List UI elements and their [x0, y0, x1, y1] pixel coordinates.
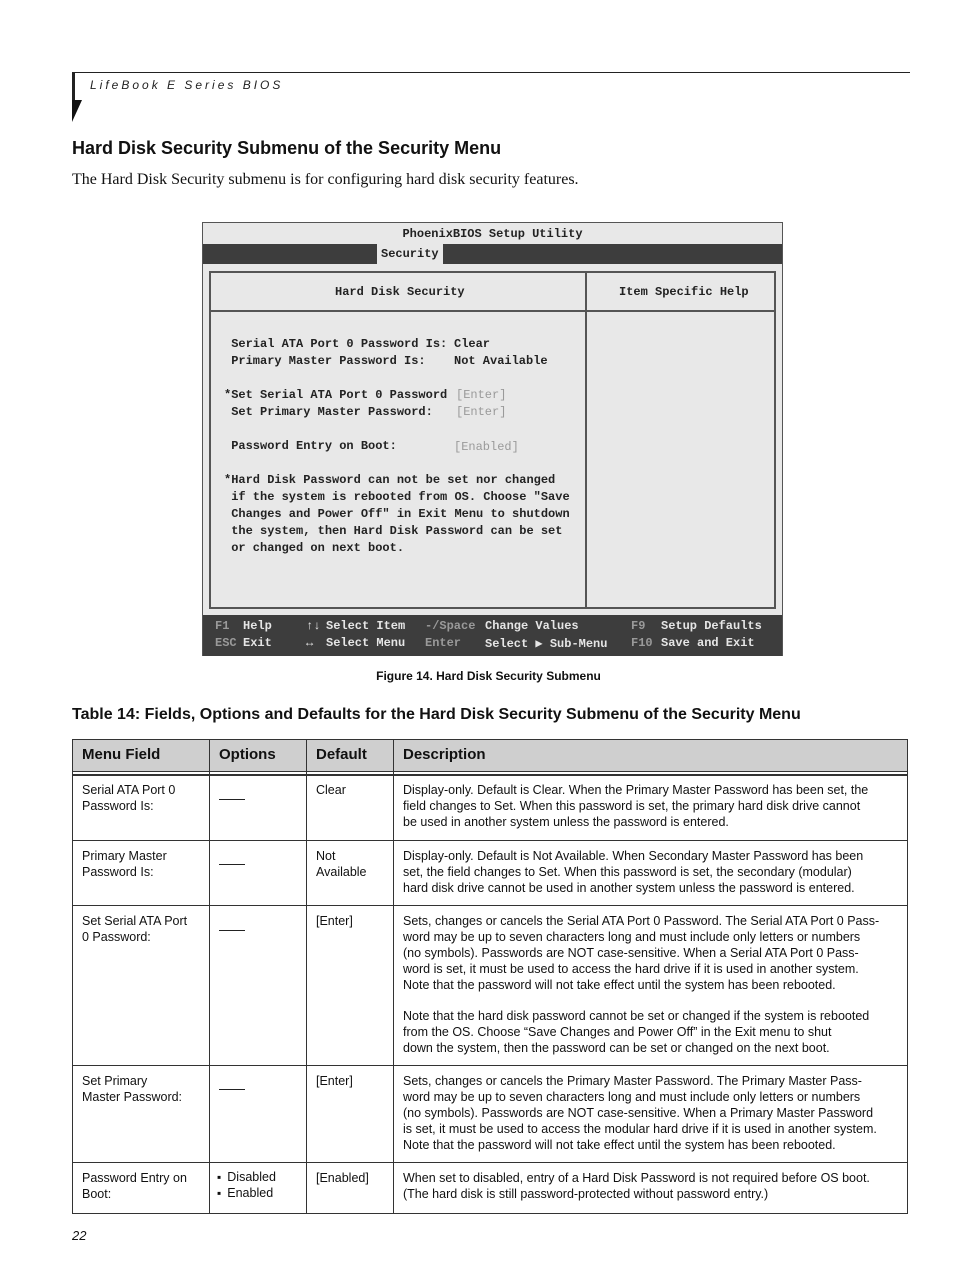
bios-key-updown: ↑↓ [306, 619, 321, 633]
table-row-description: When set to disabled, entry of a Hard Disk Password is not required before OS boot. (The hard disk is still password-protected without password entry.) [403, 1171, 870, 1201]
bios-note-line: Changes and Power Off" in Exit Menu to shutdown [224, 507, 570, 521]
row-divider [73, 840, 907, 841]
bios-key-label: Change Values [485, 619, 579, 633]
bios-footer [203, 615, 782, 656]
bios-value: [Enter] [456, 405, 507, 419]
bios-note-line: or changed on next boot. [224, 541, 405, 555]
bios-line: *Set Serial ATA Port 0 Password [224, 388, 448, 402]
bios-divider [585, 273, 587, 607]
column-header: Description [403, 746, 486, 763]
table-row-field: Password Entry on Boot: [82, 1171, 187, 1201]
page-number: 22 [72, 1228, 87, 1243]
table-row-description: Display-only. Default is Not Available. When Secondary Master Password has been set, the field changes to Set. When this password is set, the secondary (modular) hard disk drive cannot be used in another system unless the password is entered. [403, 849, 864, 895]
table-row-field: Serial ATA Port 0 Password Is: [82, 783, 176, 813]
bios-frame [209, 271, 776, 609]
figure-caption: Figure 14. Hard Disk Security Submenu [376, 669, 601, 683]
column-header: Default [316, 746, 367, 763]
header-tab-mark [72, 100, 82, 122]
bios-key-f1: F1 [215, 619, 230, 633]
bios-line: Serial ATA Port 0 Password Is: [224, 337, 448, 351]
column-header: Options [219, 746, 276, 763]
bios-key-label: Select ▶ Sub-Menu [485, 637, 608, 651]
column-header: Menu Field [82, 746, 161, 763]
bios-title: PhoenixBIOS Setup Utility [402, 227, 583, 241]
bios-divider [211, 310, 774, 312]
bios-key-enter: Enter [425, 636, 462, 650]
options-none-dash [219, 1089, 245, 1090]
table-row-default: [Enter] [316, 914, 353, 928]
bios-key-label: Save and Exit [661, 636, 755, 650]
bios-value: [Enter] [456, 388, 507, 402]
bios-key-f10: F10 [631, 636, 653, 650]
option-item: ▪ Disabled [217, 1169, 276, 1185]
table-row-default: Not Available [316, 849, 367, 879]
column-divider [393, 740, 394, 1213]
table-row-description: Display-only. Default is Clear. When the Primary Master Password has been set, the field changes to Set. When this password is set, the primary hard disk drive cannot be used in another system unless the password is entered. [403, 783, 869, 829]
bios-note-line: the system, then Hard Disk Password can be set [224, 524, 563, 538]
options-none-dash [219, 864, 245, 865]
table-header-row [73, 740, 907, 772]
bios-key-label: Select Menu [326, 636, 406, 650]
options-table [72, 739, 908, 1214]
table-row-field: Primary Master Password Is: [82, 849, 167, 879]
table-row-default: Clear [316, 783, 346, 797]
row-divider [73, 905, 907, 906]
table-row-description: Sets, changes or cancels the Serial ATA Port 0 Password. The Serial ATA Port 0 Pass- word may be up to seven characters long and must include only letters or numbers (no symbols). Passwords are NOT case-sensitive. When a Serial ATA Port 0 Pass- word is set, it must be used to access the hard drive if it is used in another system. Note that the password will not take effect until the system has been rebooted. Note that the hard disk password cannot be set or changed if the system is rebooted from the OS. Choose “Save Changes and Power Off” in the Exit menu to shut down the system, then the password can be set or changed on the next boot. [403, 914, 880, 1055]
options-none-dash [219, 930, 245, 931]
bios-value: Clear [454, 337, 491, 351]
bios-key-leftright: ↔ [306, 636, 314, 650]
table-row-description: Sets, changes or cancels the Primary Master Password. The Primary Master Pass- word may be up to seven characters long and must include only letters or numbers (no symbols). Passwords are NOT case-sensitive. When a Primary Master Password is set, it must be used to access the modular hard drive if it is used in another system. Note that the password will not take effect until the system has been rebooted. [403, 1074, 877, 1152]
bios-key-label: Select Item [326, 619, 406, 633]
table-row-field: Set Serial ATA Port 0 Password: [82, 914, 188, 944]
table-row-default: [Enabled] [316, 1171, 369, 1185]
running-title: LifeBook E Series BIOS [90, 78, 284, 92]
bios-key-label: Help [243, 619, 272, 633]
bios-menubar [203, 244, 782, 264]
bios-note-line: if the system is rebooted from OS. Choose "Save [224, 490, 570, 504]
bios-line: Set Primary Master Password: [224, 405, 433, 419]
bios-line: Primary Master Password Is: [224, 354, 426, 368]
bios-line: Password Entry on Boot: [224, 439, 397, 453]
bios-right-heading: Item Specific Help [619, 285, 749, 299]
bios-left-heading: Hard Disk Security [335, 285, 465, 299]
table-row-field: Set Primary Master Password: [82, 1074, 183, 1104]
bios-key-label: Setup Defaults [661, 619, 762, 633]
options-none-dash [219, 799, 245, 800]
bios-key-label: Exit [243, 636, 272, 650]
bios-key-minus-space: -/Space [425, 619, 476, 633]
header-rule [72, 72, 910, 73]
bios-screenshot [202, 222, 783, 656]
row-divider [73, 1065, 907, 1066]
bios-value: [Enabled] [454, 440, 519, 454]
table-row-options [217, 1169, 276, 1201]
bios-value: Not Available [454, 354, 548, 368]
column-divider [209, 740, 210, 1213]
row-divider [73, 1162, 907, 1163]
header-bar [72, 72, 75, 102]
table-row-default: [Enter] [316, 1074, 353, 1088]
option-item: ▪ Enabled [217, 1185, 276, 1201]
table-title: Table 14: Fields, Options and Defaults for the Hard Disk Security Submenu of the Security Menu [72, 706, 801, 723]
bios-note-line: *Hard Disk Password can not be set nor changed [224, 473, 556, 487]
bios-tab-security: Security [377, 244, 443, 264]
column-divider [306, 740, 307, 1213]
header-divider [73, 774, 907, 776]
section-intro: The Hard Disk Security submenu is for configuring hard disk security features. [72, 171, 579, 188]
bios-key-esc: ESC [215, 636, 237, 650]
bios-key-f9: F9 [631, 619, 646, 633]
section-title: Hard Disk Security Submenu of the Security Menu [72, 138, 502, 158]
